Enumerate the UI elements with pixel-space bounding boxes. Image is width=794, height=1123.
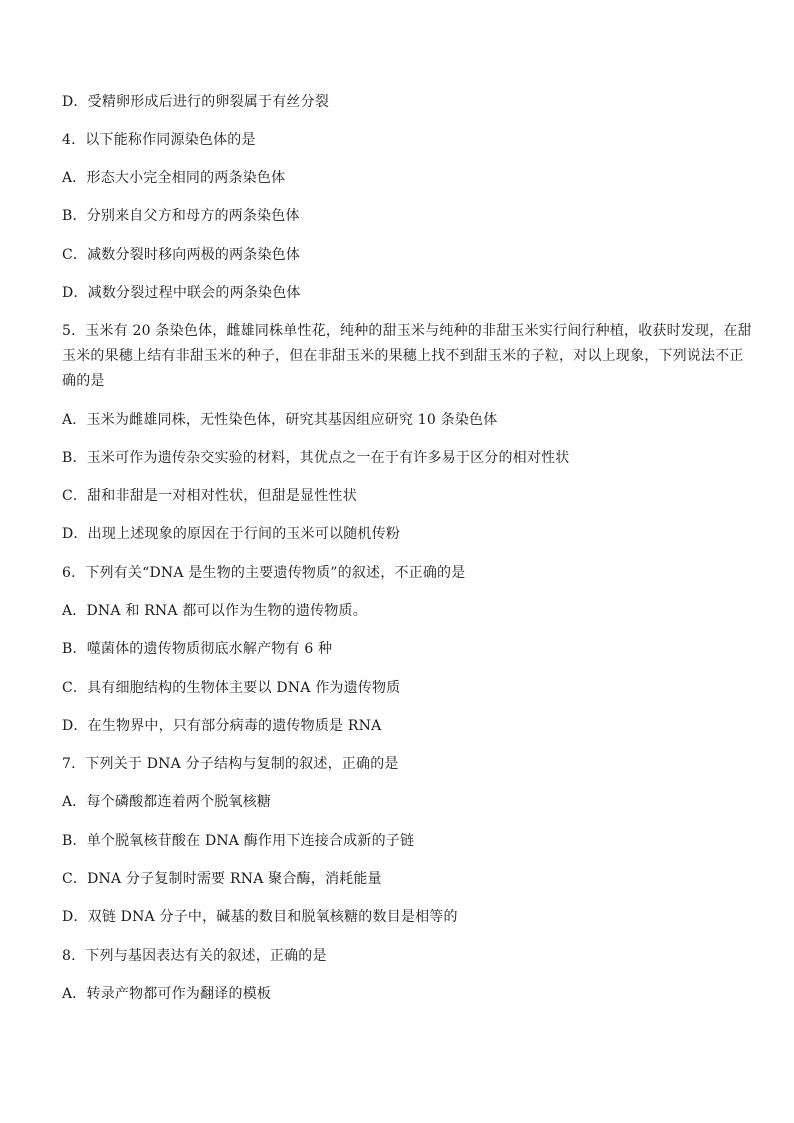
option-6b: B．噬菌体的遗传物质彻底水解产物有 6 种 xyxy=(62,641,333,657)
option-5b: B．玉米可作为遗传杂交实验的材料，其优点之一在于有许多易于区分的相对性状 xyxy=(62,450,570,466)
option-4b: B．分别来自父方和母方的两条染色体 xyxy=(62,208,300,224)
option-6d: D．在生物界中，只有部分病毒的遗传物质是 RNA xyxy=(62,718,382,734)
option-7c: C．DNA 分子复制时需要 RNA 聚合酶，消耗能量 xyxy=(62,871,382,887)
question-6-stem: 6．下列有关“DNA 是生物的主要遗传物质”的叙述，不正确的是 xyxy=(62,565,466,581)
question-5-stem-line-2: 玉米的果穗上结有非甜玉米的种子，但在非甜玉米的果穗上找不到甜玉米的子粒，对以上现象，下列说法不正 xyxy=(62,348,744,364)
option-6a: A．DNA 和 RNA 都可以作为生物的遗传物质。 xyxy=(62,603,367,619)
option-4a: A．形态大小完全相同的两条染色体 xyxy=(62,170,286,186)
option-6c: C．具有细胞结构的生物体主要以 DNA 作为遗传物质 xyxy=(62,680,401,696)
question-5-stem-line-3: 确的是 xyxy=(62,373,105,389)
option-8a: A．转录产物都可作为翻译的模板 xyxy=(62,986,272,1002)
question-5-stem-line-1: 5．玉米有 20 条染色体，雌雄同株单性花，纯种的甜玉米与纯种的非甜玉米实行间行种植，收获时发现，在甜 xyxy=(62,323,752,339)
option-4c: C．减数分裂时移向两极的两条染色体 xyxy=(62,247,301,263)
question-7-stem: 7．下列关于 DNA 分子结构与复制的叙述，正确的是 xyxy=(62,756,399,772)
option-5d: D．出现上述现象的原因在于行间的玉米可以随机传粉 xyxy=(62,526,401,542)
option-4d: D．减数分裂过程中联会的两条染色体 xyxy=(62,285,301,301)
option-7a: A．每个磷酸都连着两个脱氧核糖 xyxy=(62,794,272,810)
option-5a: A．玉米为雌雄同株，无性染色体，研究其基因组应研究 10 条染色体 xyxy=(62,412,498,428)
option-5c: C．甜和非甜是一对相对性状，但甜是显性性状 xyxy=(62,488,357,504)
question-4-stem: 4．以下能称作同源染色体的是 xyxy=(62,132,256,148)
option-7b: B．单个脱氧核苷酸在 DNA 酶作用下连接合成新的子链 xyxy=(62,833,415,849)
option-3d: D．受精卵形成后进行的卵裂属于有丝分裂 xyxy=(62,94,330,110)
option-7d: D．双链 DNA 分子中，碱基的数目和脱氧核糖的数目是相等的 xyxy=(62,909,458,925)
question-8-stem: 8．下列与基因表达有关的叙述，正确的是 xyxy=(62,948,327,964)
